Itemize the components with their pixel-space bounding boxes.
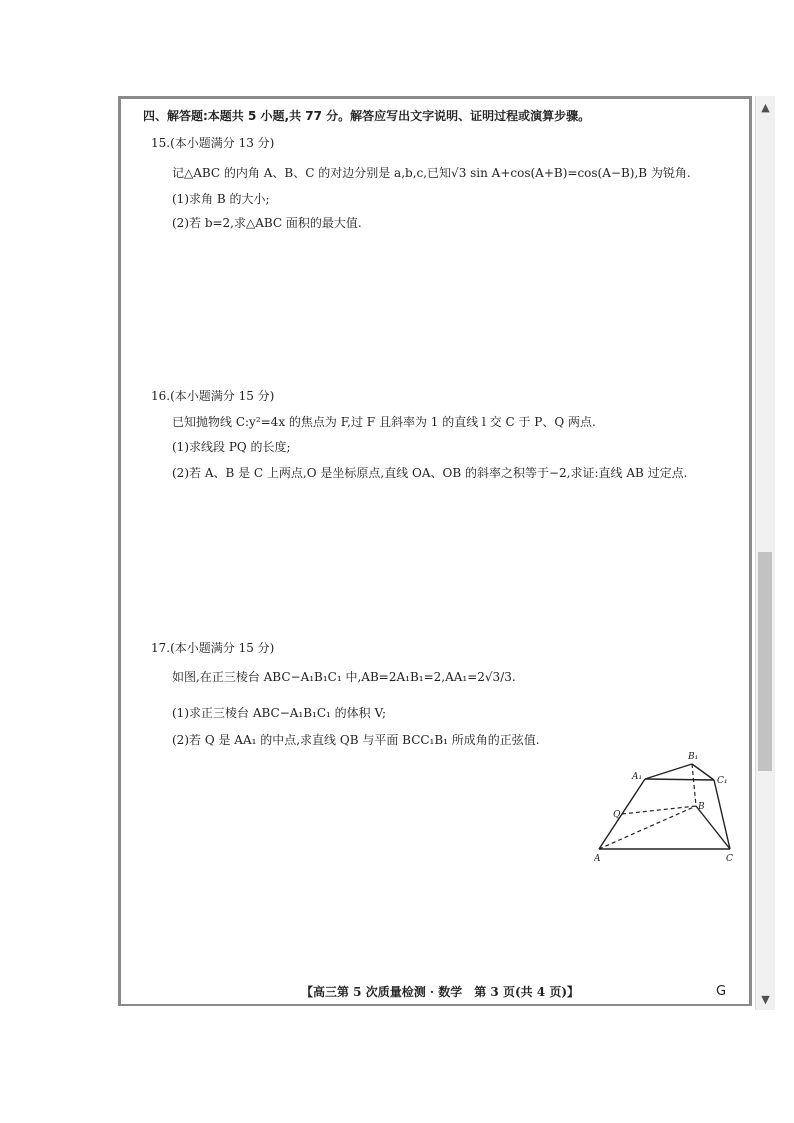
q15-header: 15.(本小题满分 13 分) [151, 136, 275, 150]
label-c: C [726, 854, 733, 864]
edge-b1c1 [692, 764, 714, 780]
q16-part2: (2)若 A、B 是 C 上两点,O 是坐标原点,直线 OA、OB 的斜率之积等于−2,求证:直线 AB 过定点. [172, 466, 688, 480]
q17-header: 17.(本小题满分 15 分) [151, 641, 275, 655]
edge-a1c1 [645, 779, 714, 780]
q15-part1: (1)求角 B 的大小; [172, 192, 270, 206]
edge-a1b1 [645, 764, 692, 779]
q16-stem: 已知抛物线 C:y²=4x 的焦点为 F,过 F 且斜率为 1 的直线 l 交 C 于 P、Q 两点. [172, 415, 596, 429]
scroll-down-icon[interactable]: ▼ [761, 992, 770, 1006]
label-b1: B₁ [688, 752, 699, 762]
document-viewer [118, 96, 775, 1010]
q16-part1: (1)求线段 PQ 的长度; [172, 440, 291, 454]
label-a1: A₁ [632, 772, 643, 782]
edge-bb1-hidden [692, 764, 696, 806]
label-a: A [594, 854, 601, 864]
label-b: B [698, 802, 705, 812]
scroll-up-icon[interactable]: ▲ [761, 100, 770, 114]
q17-part2: (2)若 Q 是 AA₁ 的中点,求直线 QB 与平面 BCC₁B₁ 所成角的正弦值. [172, 733, 540, 747]
exam-page [118, 96, 752, 1006]
q17-stem: 如图,在正三棱台 ABC−A₁B₁C₁ 中,AB=2A₁B₁=2,AA₁=2√3/3. [172, 670, 516, 684]
q17-part1: (1)求正三棱台 ABC−A₁B₁C₁ 的体积 V; [172, 706, 386, 720]
q15-part2: (2)若 b=2,求△ABC 面积的最大值. [172, 216, 362, 230]
frustum-figure [594, 749, 739, 867]
scrollbar-thumb[interactable] [758, 552, 772, 771]
section-heading: 四、解答题:本题共 5 小题,共 77 分。解答应写出文字说明、证明过程或演算步骤。 [143, 109, 591, 123]
vertical-scrollbar[interactable] [755, 96, 775, 1010]
page-mark: G [716, 984, 727, 999]
label-q: Q [613, 810, 621, 820]
q15-stem: 记△ABC 的内角 A、B、C 的对边分别是 a,b,c,已知√3 sin A+cos(A+B)=cos(A−B),B 为锐角. [172, 166, 691, 180]
page-footer: 【高三第 5 次质量检测 · 数学 第 3 页(共 4 页)】 [301, 985, 580, 999]
label-c1: C₁ [717, 776, 728, 786]
segment-qb [622, 806, 696, 814]
q16-header: 16.(本小题满分 15 分) [151, 389, 275, 403]
